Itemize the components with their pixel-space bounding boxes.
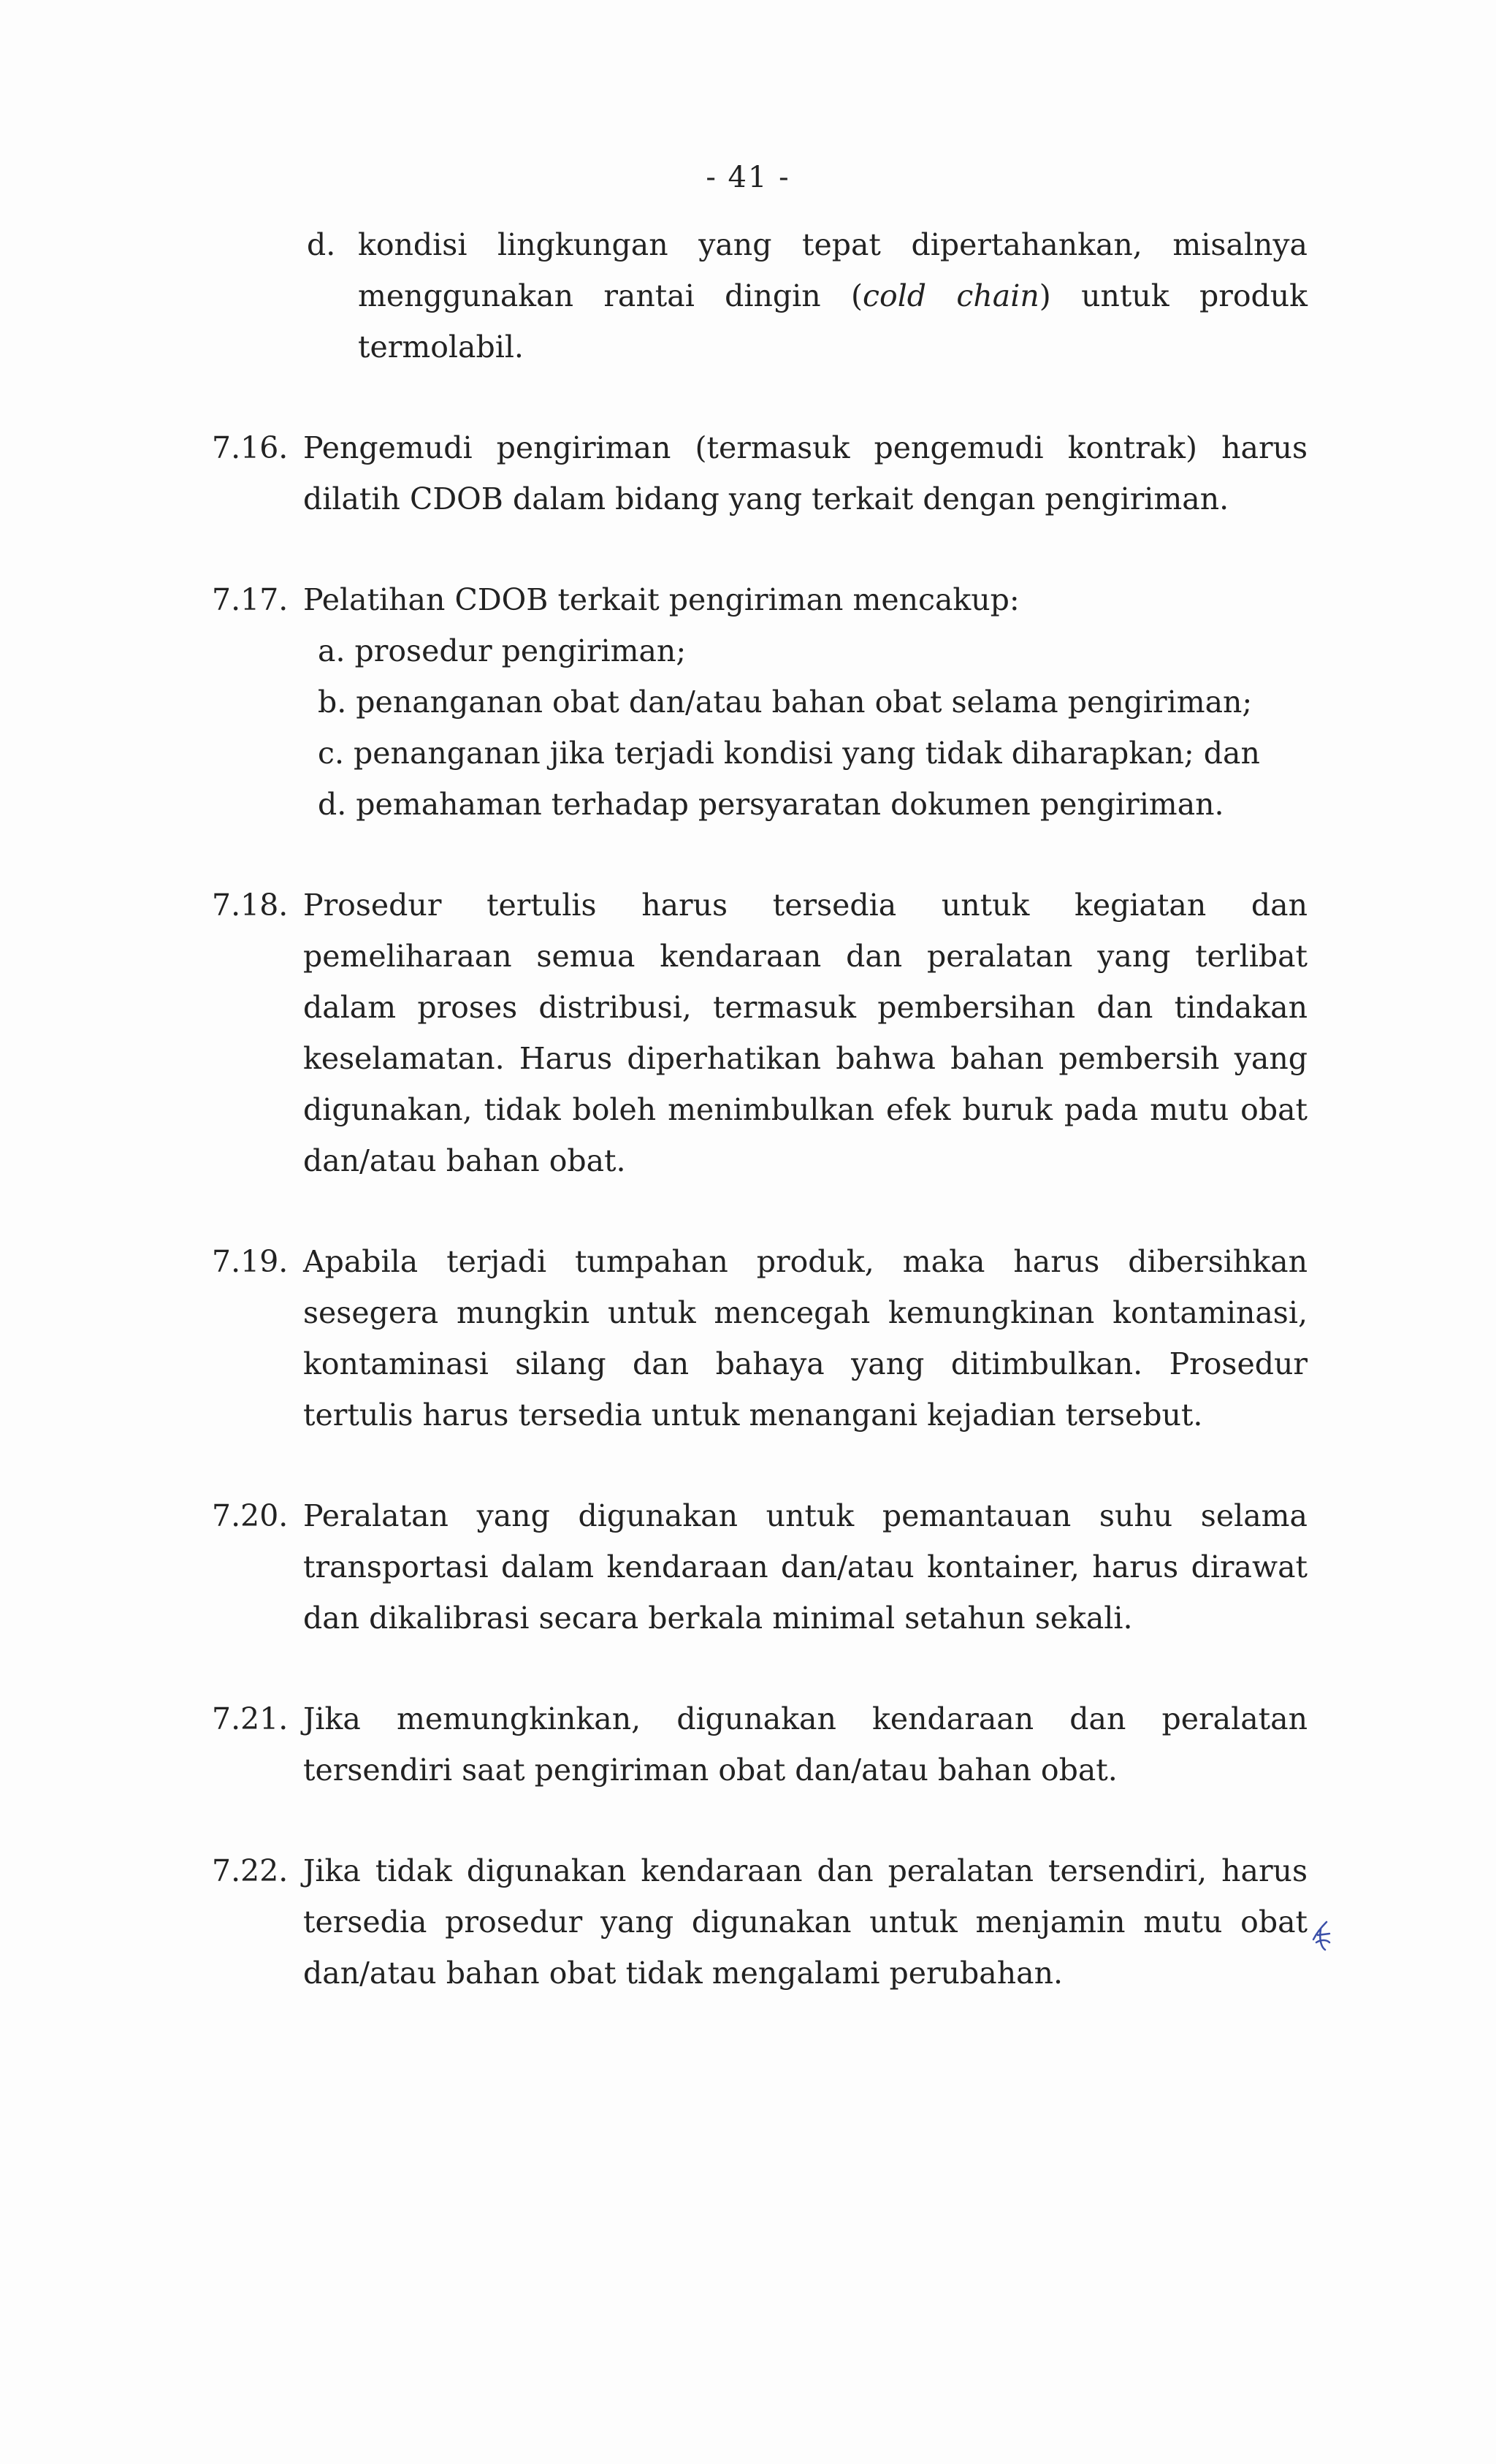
section-text: Jika tidak digunakan kendaraan dan peralatan tersendiri, harus tersedia prosedur yang digunakan untuk menjamin mutu obat dan/atau bahan obat tidak mengalami perubahan. — [303, 1853, 1308, 1991]
section-text: Peralatan yang digunakan untuk pemantauan suhu selama transportasi dalam kendaraan dan/atau kontainer, harus dirawat dan dikalibrasi secara berkala minimal setahun sekali. — [303, 1498, 1308, 1636]
section-number: 7.20. — [212, 1498, 289, 1533]
section-7-18 — [212, 880, 1308, 1186]
section-number: 7.18. — [212, 888, 289, 923]
section-text: Pelatihan CDOB terkait pengiriman mencakup: — [303, 582, 1020, 617]
section-number: 7.21. — [212, 1701, 289, 1736]
italic-term: cold chain — [863, 278, 1039, 313]
section-number: 7.22. — [212, 1853, 289, 1888]
training-sublist — [303, 625, 1308, 830]
list-item-letter: d. — [307, 227, 336, 262]
section-7-19 — [212, 1236, 1308, 1441]
sublist-item: a. prosedur pengiriman; — [318, 633, 687, 668]
list-item-text: kondisi lingkungan yang tepat dipertahankan, misalnya menggunakan rantai dingin (cold chain) untuk produk termolabil. — [358, 227, 1308, 365]
section-number: 7.17. — [212, 582, 289, 617]
section-text: Prosedur tertulis harus tersedia untuk kegiatan dan pemeliharaan semua kendaraan dan peralatan yang terlibat dalam proses distribusi, termasuk pembersihan dan tindakan keselamatan. Harus diperhatikan bahwa bahan pembersih yang digunakan, tidak boleh menimbulkan efek buruk pada mutu obat dan/atau bahan obat. — [303, 888, 1308, 1178]
section-7-22 — [212, 1845, 1308, 1999]
sublist-item: c. penanganan jika terjadi kondisi yang tidak diharapkan; dan — [318, 736, 1260, 771]
section-text: Apabila terjadi tumpahan produk, maka harus dibersihkan sesegera mungkin untuk mencegah kemungkinan kontaminasi, kontaminasi silang dan bahaya yang ditimbulkan. Prosedur tertulis harus tersedia untuk menangani kejadian tersebut. — [303, 1244, 1308, 1433]
section-text: Jika memungkinkan, digunakan kendaraan dan peralatan tersendiri saat pengiriman obat dan/atau bahan obat. — [303, 1701, 1308, 1788]
section-7-16 — [212, 422, 1308, 525]
handwritten-initial-mark — [1308, 1918, 1337, 1954]
section-7-17 — [212, 574, 1308, 830]
sublist-item: b. penanganan obat dan/atau bahan obat selama pengiriman; — [318, 684, 1253, 720]
section-7-21 — [212, 1693, 1308, 1796]
list-item-d — [307, 219, 1308, 373]
section-number: 7.16. — [212, 430, 289, 465]
section-7-20 — [212, 1490, 1308, 1644]
section-body — [303, 574, 1308, 830]
document-body — [212, 219, 1308, 1999]
section-number: 7.19. — [212, 1244, 289, 1279]
section-text: Pengemudi pengiriman (termasuk pengemudi kontrak) harus dilatih CDOB dalam bidang yang terkait dengan pengiriman. — [303, 430, 1308, 516]
sublist-item: d. pemahaman terhadap persyaratan dokumen pengiriman. — [318, 787, 1224, 822]
page-number: - 41 - — [706, 161, 790, 194]
